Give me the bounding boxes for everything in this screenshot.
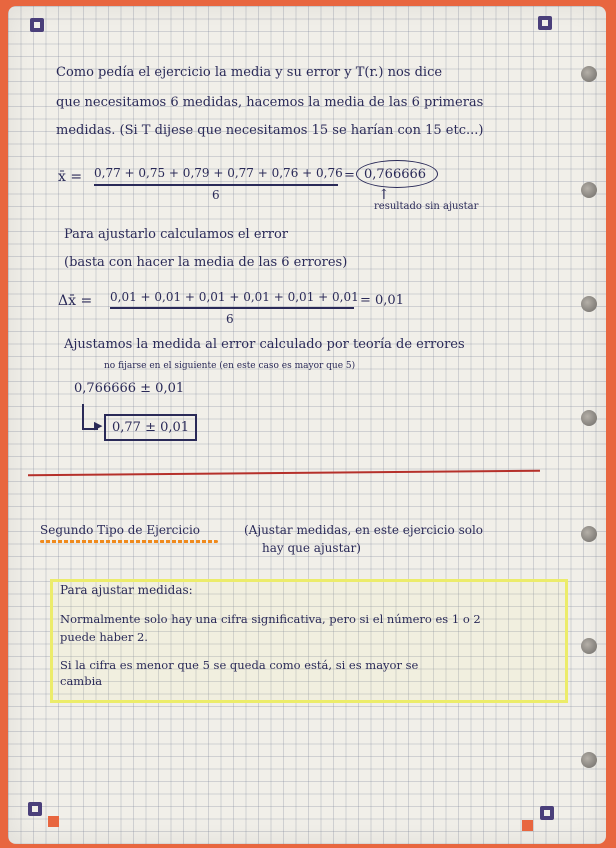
section-divider — [28, 470, 540, 476]
note-line-4: cambia — [60, 674, 103, 688]
mean-equals: = — [344, 168, 355, 183]
top-right-logo-icon — [538, 16, 552, 30]
adjust-value: 0,766666 ± 0,01 — [74, 381, 185, 396]
intro-line-3: medidas. (Si T dijese que necesitamos 15 se harían con 15 etc...) — [56, 123, 484, 138]
bottom-right-logo-icon — [540, 806, 554, 820]
adjust-arrow-head-icon: ▶ — [94, 419, 103, 432]
binder-hole-icon — [581, 296, 597, 312]
note-line-2: puede haber 2. — [60, 630, 148, 644]
bottom-right-square-icon — [522, 820, 533, 831]
section2-title-underline — [40, 540, 218, 543]
section2-title: Segundo Tipo de Ejercicio — [40, 523, 201, 537]
adjust-line: Ajustamos la medida al error calculado por teoría de errores — [64, 337, 465, 352]
note-line-3: Si la cifra es menor que 5 se queda como está, si es mayor se — [60, 658, 419, 672]
error-result: = 0,01 — [360, 293, 404, 308]
note-heading: Para ajustar medidas: — [60, 583, 193, 597]
error-intro-line-1: Para ajustarlo calculamos el error — [64, 227, 288, 242]
binder-hole-icon — [581, 66, 597, 82]
section2-aside-2: hay que ajustar) — [262, 541, 361, 555]
error-numerator: 0,01 + 0,01 + 0,01 + 0,01 + 0,01 + 0,01 — [110, 290, 359, 304]
intro-line-2: que necesitamos 6 medidas, hacemos la media de las 6 primeras — [56, 95, 484, 110]
intro-line-1: Como pedía el ejercicio la media y su error y T(r.) nos dice — [56, 65, 443, 80]
final-result-box: 0,77 ± 0,01 — [104, 414, 197, 441]
arrow-up-icon: ↑ — [378, 187, 390, 203]
mean-note: resultado sin ajustar — [374, 201, 479, 212]
error-intro-line-2: (basta con hacer la media de las 6 errores) — [64, 255, 348, 270]
bottom-left-square-icon — [48, 816, 59, 827]
mean-numerator: 0,77 + 0,75 + 0,79 + 0,77 + 0,76 + 0,76 — [94, 166, 343, 180]
error-lhs: Δx̄ = — [58, 293, 93, 309]
adjust-note: no fijarse en el siguiente (en este caso es mayor que 5) — [104, 361, 356, 371]
binder-hole-icon — [581, 182, 597, 198]
top-left-logo-icon — [30, 18, 44, 32]
error-fraction-bar — [110, 307, 354, 309]
mean-denominator: 6 — [212, 188, 220, 202]
binder-hole-icon — [581, 638, 597, 654]
section2-aside-1: (Ajustar medidas, en este ejercicio solo — [244, 523, 484, 537]
bottom-left-logo-icon — [28, 802, 42, 816]
note-line-1: Normalmente solo hay una cifra significativa, pero si el número es 1 o 2 — [60, 612, 481, 626]
mean-fraction-bar — [94, 184, 338, 186]
mean-lhs: x̄ = — [58, 169, 83, 185]
binder-hole-icon — [581, 526, 597, 542]
binder-hole-icon — [581, 410, 597, 426]
binder-hole-icon — [581, 752, 597, 768]
error-denominator: 6 — [226, 312, 234, 326]
notebook-page — [8, 6, 606, 844]
mean-result: 0,766666 — [364, 167, 427, 182]
